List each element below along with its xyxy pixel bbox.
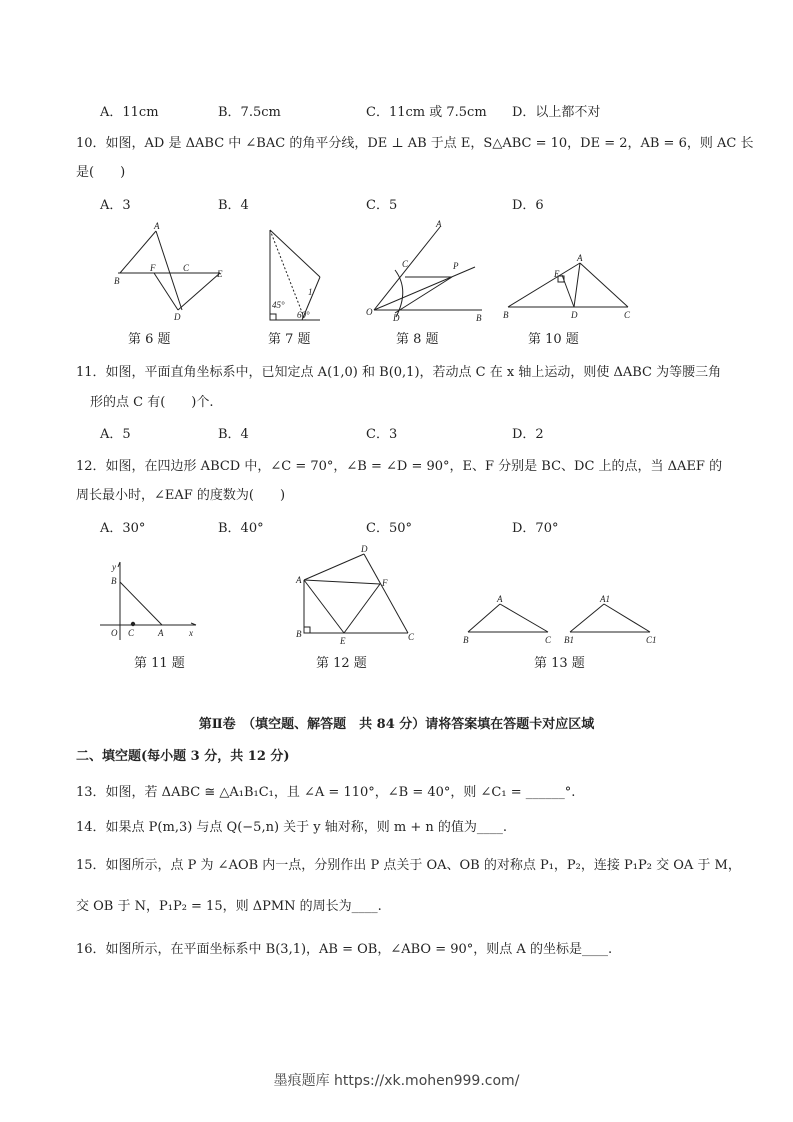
- fig13-label-a: A: [497, 594, 503, 604]
- q12-option-c: C．50°: [366, 521, 412, 536]
- part2-header: 第Ⅱ卷 （填空题、解答题 共 84 分）请将答案填在答题卡对应区域: [198, 717, 595, 732]
- q11-option-b: B．4: [218, 427, 249, 442]
- fig11-label-o: O: [111, 628, 118, 638]
- figure-6: [118, 231, 220, 310]
- fig6-label-e: E: [217, 269, 223, 279]
- q12-option-a: A．30°: [100, 521, 146, 536]
- fig12-label-b: B: [296, 629, 302, 639]
- fig11-label-x: x: [189, 628, 193, 638]
- fig8-label-o: O: [366, 307, 373, 317]
- section2-title: 二、填空题(每小题 3 分，共 12 分): [76, 749, 290, 764]
- caption-fig7: 第 7 题: [268, 332, 311, 347]
- figure-8: [374, 227, 482, 317]
- q9-option-a: A．11cm: [100, 105, 159, 120]
- fig13-label-b: B: [463, 635, 469, 645]
- q9-option-c: C．11cm 或 7.5cm: [366, 105, 487, 120]
- fig11-label-y: y: [112, 562, 116, 572]
- fig11-label-a: A: [158, 628, 164, 638]
- fig7-label-45: 45°: [272, 300, 285, 310]
- fig6-label-f: F: [150, 263, 156, 273]
- figure-10: [508, 263, 628, 307]
- fig11-point-c: [131, 622, 135, 626]
- footer-source: 墨痕题库 https://xk.mohen999.com/: [273, 1073, 520, 1089]
- caption-fig11: 第 11 题: [134, 656, 185, 671]
- q11-line1: 11．如图，平面直角坐标系中，已知定点 A(1,0) 和 B(0,1)，若动点 C 在 x 轴上运动，则使 ΔABC 为等腰三角: [76, 365, 722, 380]
- fig13-label-c: C: [545, 635, 552, 645]
- q9-option-d: D．以上都不对: [512, 105, 601, 120]
- fig6-label-a: A: [154, 221, 160, 231]
- q9-option-b: B．7.5cm: [218, 105, 281, 120]
- q11-option-c: C．3: [366, 427, 398, 442]
- fig10-label-e: E: [554, 269, 560, 279]
- fig7-label-1: 1: [308, 287, 313, 297]
- fig13-label-c1: C1: [646, 635, 657, 645]
- caption-fig13: 第 13 题: [534, 656, 585, 671]
- fig6-label-b: B: [114, 276, 120, 286]
- q12-option-b: B．40°: [218, 521, 264, 536]
- fig10-label-c: C: [624, 310, 631, 320]
- q10-line2: 是( ): [76, 165, 126, 180]
- q11-option-a: A．5: [100, 427, 131, 442]
- fig6-label-c: C: [183, 263, 190, 273]
- fig12-label-e: E: [340, 636, 346, 646]
- fig12-label-a: A: [296, 575, 302, 585]
- q10-option-b: B．4: [218, 198, 249, 213]
- q10-option-c: C．5: [366, 198, 398, 213]
- caption-fig12: 第 12 题: [316, 656, 367, 671]
- fig13-label-a1: A1: [600, 594, 610, 604]
- fig12-label-c: C: [408, 632, 415, 642]
- fig10-label-a: A: [577, 253, 583, 263]
- fig13-label-b1: B1: [564, 635, 574, 645]
- fig7-label-60: 60°: [297, 310, 310, 320]
- q16-text: 16．如图所示，在平面坐标系中 B(3,1)，AB = OB，∠ABO = 90°，则点 A 的坐标是____.: [76, 942, 613, 957]
- fig10-label-d: D: [571, 310, 578, 320]
- q12-line1: 12．如图，在四边形 ABCD 中，∠C = 70°，∠B = ∠D = 90°，E、F 分别是 BC、DC 上的点，当 ΔAEF 的: [76, 459, 723, 474]
- fig8-label-b: B: [476, 313, 482, 323]
- q15-line2: 交 OB 于 N，P₁P₂ = 15，则 ΔPMN 的周长为____.: [76, 899, 382, 914]
- q10-option-d: D．6: [512, 198, 544, 213]
- q14-text: 14．如果点 P(m,3) 与点 Q(−5,n) 关于 y 轴对称，则 m + n 的值为____.: [76, 820, 508, 835]
- fig12-label-d: D: [361, 544, 368, 554]
- q10-line1: 10．如图，AD 是 ΔABC 中 ∠BAC 的角平分线，DE ⊥ AB 于点 E，S△ABC = 10，DE = 2，AB = 6，则 AC 长: [76, 136, 754, 151]
- q12-option-d: D．70°: [512, 521, 559, 536]
- q10-option-a: A．3: [100, 198, 131, 213]
- fig8-label-p: P: [453, 261, 459, 271]
- fig8-label-a: A: [436, 219, 442, 229]
- figures-row1: [0, 215, 793, 330]
- fig10-label-b: B: [503, 310, 509, 320]
- q11-option-d: D．2: [512, 427, 544, 442]
- figures-row2: [0, 540, 793, 655]
- fig12-label-f: F: [382, 578, 388, 588]
- fig11-label-b: B: [111, 576, 117, 586]
- q13-text: 13．如图，若 ΔABC ≅ △A₁B₁C₁，且 ∠A = 110°，∠B = 40°，则 ∠C₁ = ______°.: [76, 785, 576, 800]
- fig8-label-d: D: [393, 313, 400, 323]
- fig8-label-c: C: [402, 259, 409, 269]
- figure-13: [468, 604, 650, 632]
- fig11-label-c: C: [128, 628, 135, 638]
- figure-12: [304, 554, 408, 633]
- caption-fig8: 第 8 题: [396, 332, 439, 347]
- fig6-label-d: D: [174, 312, 181, 322]
- caption-fig10: 第 10 题: [528, 332, 579, 347]
- q11-line2: 形的点 C 有( )个.: [90, 395, 214, 410]
- q12-line2: 周长最小时，∠EAF 的度数为( ): [76, 488, 286, 503]
- q15-line1: 15．如图所示，点 P 为 ∠AOB 内一点，分别作出 P 点关于 OA、OB 的对称点 P₁，P₂，连接 P₁P₂ 交 OA 于 M，: [76, 858, 741, 873]
- caption-fig6: 第 6 题: [128, 332, 171, 347]
